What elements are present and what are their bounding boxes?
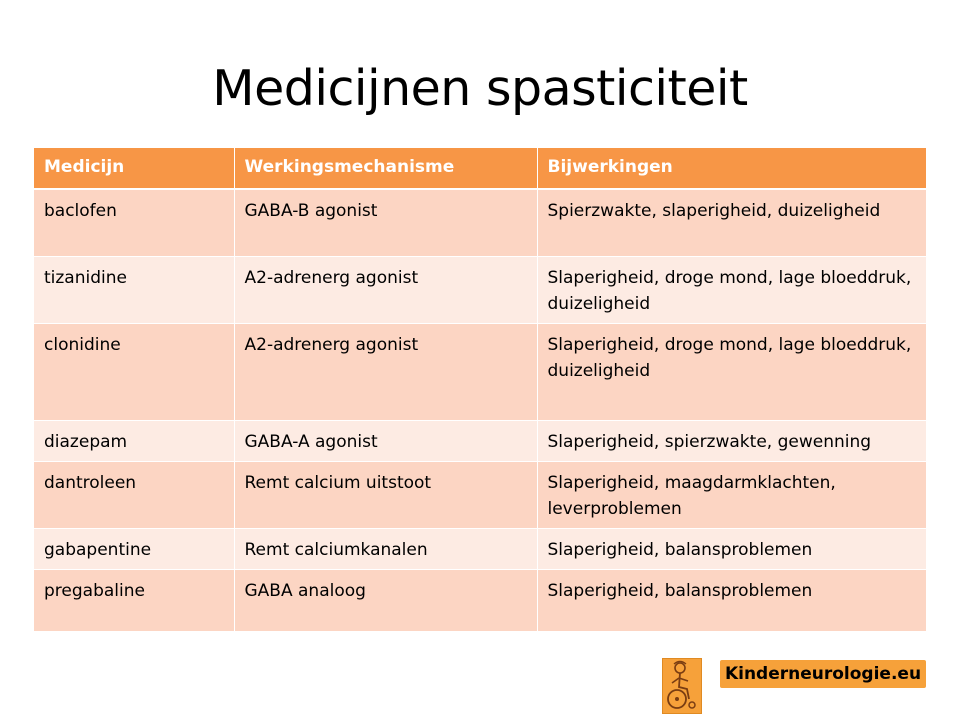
column-header-bijwerkingen: Bijwerkingen	[537, 148, 926, 189]
cell-werkingsmechanisme: A2-adrenerg agonist	[234, 256, 537, 323]
cell-medicijn: pregabaline	[34, 569, 234, 631]
cell-bijwerkingen: Slaperigheid, spierzwakte, gewenning	[537, 420, 926, 461]
cell-werkingsmechanisme: GABA analoog	[234, 569, 537, 631]
medication-table	[34, 148, 926, 632]
cell-medicijn: gabapentine	[34, 528, 234, 569]
page-title: Medicijnen spasticiteit	[212, 60, 748, 117]
column-header-medicijn: Medicijn	[34, 148, 234, 189]
cell-bijwerkingen: Spierzwakte, slaperigheid, duizeligheid	[537, 189, 926, 256]
cell-bijwerkingen: Slaperigheid, balansproblemen	[537, 569, 926, 631]
site-logo	[662, 658, 926, 714]
cell-medicijn: baclofen	[34, 189, 234, 256]
table-row	[34, 420, 926, 461]
logo-text: Kinderneurologie.eu	[720, 660, 926, 688]
cell-medicijn: dantroleen	[34, 461, 234, 528]
cell-bijwerkingen: Slaperigheid, balansproblemen	[537, 528, 926, 569]
cell-bijwerkingen: Slaperigheid, maagdarmklachten, leverproblemen	[537, 461, 926, 528]
cell-werkingsmechanisme: A2-adrenerg agonist	[234, 323, 537, 420]
cell-medicijn: diazepam	[34, 420, 234, 461]
cell-werkingsmechanisme: GABA-B agonist	[234, 189, 537, 256]
table-row	[34, 569, 926, 631]
column-header-werkingsmechanisme: Werkingsmechanisme	[234, 148, 537, 189]
cell-bijwerkingen: Slaperigheid, droge mond, lage bloeddruk, duizeligheid	[537, 256, 926, 323]
cell-werkingsmechanisme: Remt calcium uitstoot	[234, 461, 537, 528]
table-header-row	[34, 148, 926, 189]
table-row	[34, 528, 926, 569]
cell-werkingsmechanisme: Remt calciumkanalen	[234, 528, 537, 569]
table-row	[34, 189, 926, 256]
cell-medicijn: clonidine	[34, 323, 234, 420]
cell-werkingsmechanisme: GABA-A agonist	[234, 420, 537, 461]
cell-bijwerkingen: Slaperigheid, droge mond, lage bloeddruk, duizeligheid	[537, 323, 926, 420]
cell-medicijn: tizanidine	[34, 256, 234, 323]
child-wheelchair-icon	[662, 658, 702, 714]
table-row	[34, 256, 926, 323]
table-row	[34, 323, 926, 420]
table-row	[34, 461, 926, 528]
